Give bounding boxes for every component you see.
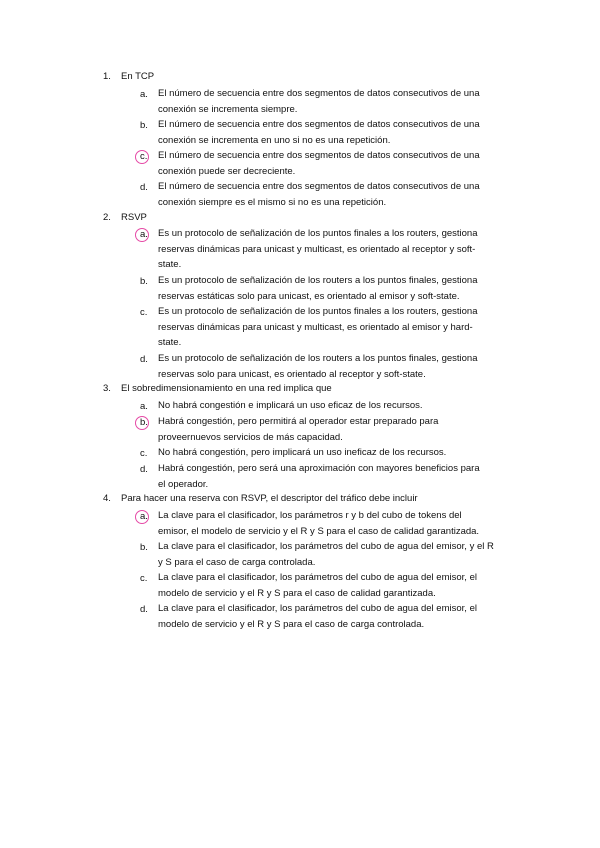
q1-option-c-letter: c.	[140, 151, 148, 162]
question-3-number: 3.	[103, 383, 111, 394]
q3-option-c-text: No habrá congestión, pero implicará un uso ineficaz de los recursos.	[158, 447, 447, 458]
question-1-title: En TCP	[121, 71, 155, 82]
q3-option-a-text: No habrá congestión e implicará un uso eficaz de los recursos.	[158, 400, 423, 411]
question-2-title: RSVP	[121, 212, 147, 223]
q1-option-d-letter: d.	[140, 182, 148, 193]
q3-option-d-letter: d.	[140, 464, 148, 475]
q2-option-a-text: Es un protocolo de señalización de los puntos finales a los routers, gestiona reservas dinámicas para unicast y multicast, es orientado al receptor y soft- state.	[158, 228, 478, 270]
q1-option-b-text: El número de secuencia entre dos segmentos de datos consecutivos de una conexión se incrementa en uno si no es una repetición.	[158, 119, 480, 146]
q2-option-d-text: Es un protocolo de señalización de los routers a los puntos finales, gestiona reservas solo para unicast, es orientado al receptor y soft-state.	[158, 353, 478, 380]
q3-option-c-letter: c.	[140, 448, 148, 459]
q1-option-b-letter: b.	[140, 120, 148, 131]
question-4-number: 4.	[103, 493, 111, 504]
q4-option-b-letter: b.	[140, 542, 148, 553]
q4-option-a-text: La clave para el clasificador, los parámetros r y b del cubo de tokens del emisor, el modelo de servicio y el R y S para el caso de calidad garantizada.	[158, 510, 480, 537]
q1-option-a-letter: a.	[140, 89, 148, 100]
q4-option-b-text: La clave para el clasificador, los parámetros del cubo de agua del emisor, y el R y S para el caso de carga controlada.	[158, 541, 494, 568]
q3-option-d-text: Habrá congestión, pero será una aproximación con mayores beneficios para el operador.	[158, 463, 480, 490]
q2-option-a-letter: a.	[140, 229, 148, 240]
q3-option-b-text: Habrá congestión, pero permitirá al operador estar preparado para proveernuevos servicios de más capacidad.	[158, 416, 439, 443]
q2-option-b-text: Es un protocolo de señalización de los routers a los puntos finales, gestiona reservas estáticas solo para unicast, es orientado al emisor y soft-state.	[158, 275, 478, 302]
q3-option-a-letter: a.	[140, 401, 148, 412]
q4-option-c-text: La clave para el clasificador, los parámetros del cubo de agua del emisor, el modelo de servicio y el R y S para el caso de calidad garantizada.	[158, 572, 477, 599]
q4-option-c-letter: c.	[140, 573, 148, 584]
q2-option-c-letter: c.	[140, 307, 148, 318]
q2-option-c-text: Es un protocolo de señalización de los puntos finales a los routers, gestiona reservas dinámicas para unicast y multicast, es orientado al emisor y hard- state.	[158, 306, 478, 348]
q4-option-a-letter: a.	[140, 511, 148, 522]
q4-option-d-letter: d.	[140, 604, 148, 615]
question-2-number: 2.	[103, 212, 111, 223]
q1-option-a-text: El número de secuencia entre dos segmentos de datos consecutivos de una conexión se incrementa siempre.	[158, 88, 480, 115]
question-3-title: El sobredimensionamiento en una red implica que	[121, 383, 332, 394]
question-1-number: 1.	[103, 71, 111, 82]
q1-option-c-text: El número de secuencia entre dos segmentos de datos consecutivos de una conexión puede ser decreciente.	[158, 150, 480, 177]
question-4-title: Para hacer una reserva con RSVP, el descriptor del tráfico debe incluir	[121, 493, 418, 504]
q3-option-b-letter: b.	[140, 417, 148, 428]
q2-option-d-letter: d.	[140, 354, 148, 365]
q4-option-d-text: La clave para el clasificador, los parámetros del cubo de agua del emisor, el modelo de servicio y el R y S para el caso de carga controlada.	[158, 603, 477, 630]
q2-option-b-letter: b.	[140, 276, 148, 287]
q1-option-d-text: El número de secuencia entre dos segmentos de datos consecutivos de una conexión siempre es el mismo si no es una repetición.	[158, 181, 480, 208]
